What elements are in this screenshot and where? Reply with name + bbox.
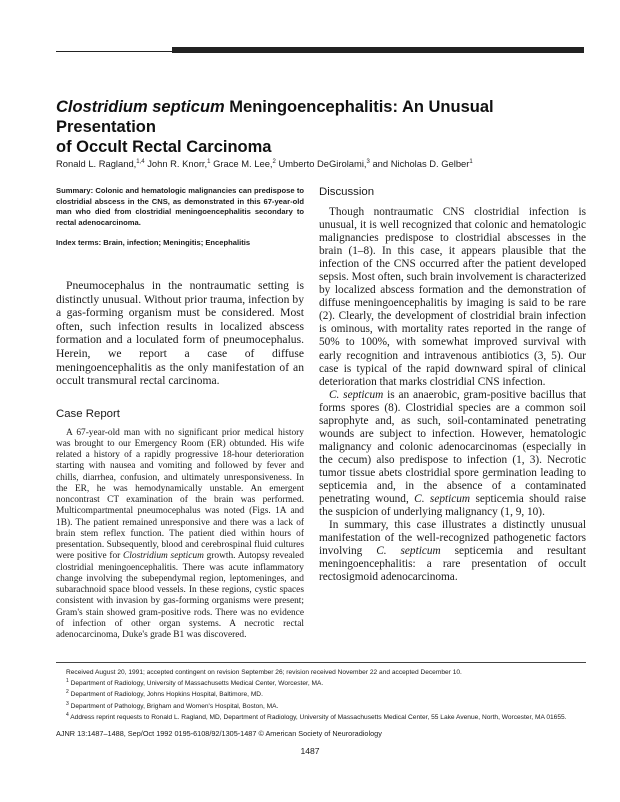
author-name: Umberto DeGirolami,	[278, 158, 367, 170]
footnote-number: 1	[66, 678, 69, 685]
footnote-number: 3	[66, 700, 69, 707]
footnote-text: Department of Pathology, Brigham and Women's Hospital, Boston, MA.	[70, 702, 279, 710]
footnote-number: 2	[66, 689, 69, 696]
footnote	[56, 711, 586, 722]
article-title	[56, 97, 576, 157]
organism-name: C. septicum	[329, 388, 384, 401]
index-terms: Index terms: Brain, infection; Meningitis; Encephalitis	[56, 238, 251, 248]
page-number: 1487	[300, 746, 320, 756]
footnote-text: Address reprint requests to Ronald L. Ragland, MD, Department of Radiology, University of Massachusetts Medical Center, 55 Lake Avenue, North, Worcester, MA 01655.	[70, 714, 567, 722]
author-list	[56, 156, 586, 170]
author-affiliation: 1	[207, 159, 211, 165]
intro-paragraph: Pneumocephalus in the nontraumatic setting is distinctly unusual. Without prior trauma, infection by a gas-forming organism must be considered. Most often, such infection results in localized abscess formation and a loculated form of pneumocephalus. Herein, we report a case of diffuse meningoencephalitis as the only manifestation of an occult transmural rectal carcinoma.	[56, 278, 304, 388]
author-affiliation: 2	[272, 159, 276, 165]
case-text-part: growth. Autopsy revealed clostridial meningoencephalitis. There was acute inflammatory change involving the subependymal region, leptomeninges, and subarachnoid space blood vessels. In these regions, cystic spaces consistent with invasion by gas-forming organisms were present; Gram's stain showed gram-positive rods. There was no evidence of infection of other organ systems. A necrotic rectal adenocarcinoma, Duke's grade B1 was discovered.	[56, 551, 304, 641]
author-name: Ronald L. Ragland,	[56, 158, 137, 170]
title-line2: of Occult Rectal Carcinoma	[56, 138, 272, 156]
discussion-paragraph-2	[319, 389, 586, 519]
organism-name: C. septicum	[414, 493, 471, 506]
footnote-text: Department of Radiology, University of Massachusetts Medical Center, Worcester, MA.	[70, 680, 324, 688]
footnote	[56, 688, 586, 699]
discussion-text-part: septicemia should raise the suspicion of underlying malignancy (1, 9, 10).	[319, 493, 586, 519]
author-affiliation: 1	[469, 159, 473, 165]
case-report-heading: Case Report	[56, 407, 120, 420]
footnote-text: Department of Radiology, Johns Hopkins Hospital, Baltimore, MD.	[70, 691, 263, 699]
left-column	[56, 186, 304, 641]
author-affiliation: 3	[366, 159, 370, 165]
summary: Summary: Colonic and hematologic malignancies can predispose to clostridial abscess in the CNS, as demonstrated in this 67-year-old man who died from clostridial meningoencephalitis secondary to rectal adenocarcinoma.	[56, 186, 304, 227]
discussion-heading: Discussion	[319, 186, 375, 198]
header-rule-thick	[172, 47, 584, 53]
discussion-text-part: is an anaerobic, gram-positive bacillus that forms spores (8). Clostridial species are a common soil saprophyte and, as such, soil-contaminated penetrating wounds are subject to infection. However, hematologic malignancy and colonic adenocarcinomas (especially in the cecum) also predispose to infection (1, 3). Necrotic tumor tissue abets clostridial spore germination leading to septicemia and, in the absence of a contaminated penetrating wound,	[319, 388, 586, 506]
discussion-text-part: In summary, this case illustrates a distinctly unusual manifestation of the well-recognized pathogenetic factors involving	[319, 519, 586, 558]
author-affiliation: 1,4	[136, 159, 145, 165]
footnote	[56, 677, 586, 688]
footnote	[56, 700, 586, 711]
title-line1: Meningoencephalitis: An Unusual Presentation	[56, 98, 494, 136]
title-organism: Clostridium septicum	[56, 98, 225, 116]
received-dates: Received August 20, 1991; accepted contingent on revision September 26; revision received November 22 and accepted December 10.	[66, 669, 462, 676]
case-text-part: A 67-year-old man with no significant prior medical history was brought to our Emergency Room (ER) obtunded. His wife related a history of a rapidly progressive 18-hour deterioration starting with nausea and vomiting and followed by fever and chills, diarrhea, confusion, and ultimately unresponsiveness. In the ER, he was hemodynamically unstable. An emergent noncontrast CT examination of the brain was performed. Multicompartmental pneumocephalus was noted (Figs. 1A and 1B). The patient remained unresponsive and there was a lack of brain stem reflex function. The patient died within hours of presentation. Subsequently, blood and cerebrospinal fluid cultures were positive for	[56, 427, 304, 562]
journal-citation: AJNR 13:1487–1488, Sep/Oct 1992 0195-6108/92/1305-1487 © American Society of Neuroradiology	[56, 729, 382, 738]
organism-name: C. septicum	[376, 545, 441, 558]
footnotes	[56, 662, 586, 722]
author-name: John R. Knorr,	[147, 158, 208, 170]
organism-name: Clostridium septicum	[123, 551, 204, 562]
discussion-text-part: septicemia and resultant meningoencephalitis: a rare presentation of occult rectosigmoid adenocarcinoma.	[319, 545, 586, 584]
author-name: Grace M. Lee,	[213, 158, 273, 170]
discussion-paragraph-3	[319, 519, 586, 584]
right-column	[319, 186, 586, 584]
author-name: and Nicholas D. Gelber	[372, 158, 470, 170]
case-report-paragraph	[56, 428, 304, 642]
discussion-paragraph-1: Though nontraumatic CNS clostridial infection is unusual, it is well recognized that colonic and hematologic malignancies predispose to clostridial abscesses in the brain (1–8). In this case, it appears plausible that the infection of the CNS occurred after the patient developed sepsis. Most often, such brain involvement is characterized by localized abscess formation and the demonstration of diffuse meningoencephalitis by imaging is said to be rare (2). Clearly, the development of clostridial brain infection is ominous, with mortality rates reported in the range of 50% to 100%, with somewhat improved survival with early recognition and intravenous antibiotics (3, 5). Our case is typical of the rapid downward spiral of clinical deterioration that marks clostridial CNS infection.	[319, 206, 586, 388]
footnote-number: 4	[66, 711, 69, 718]
